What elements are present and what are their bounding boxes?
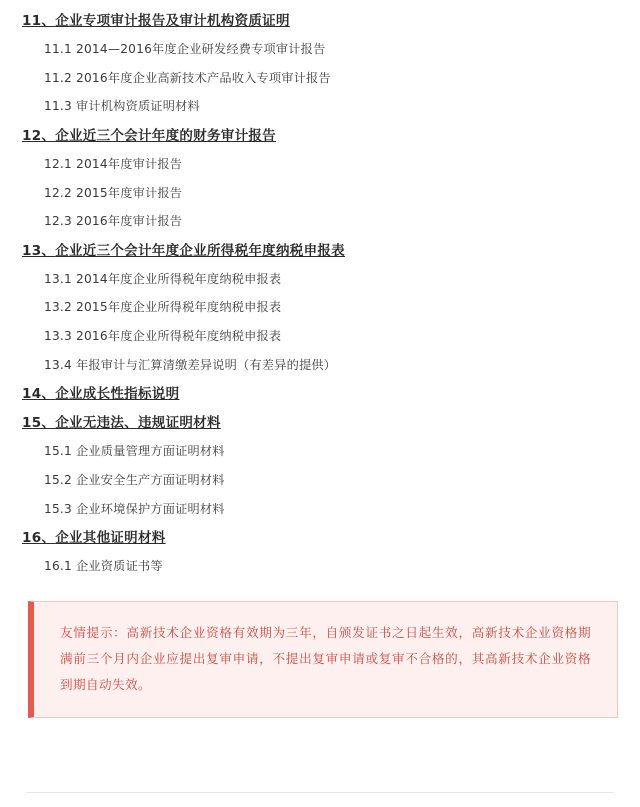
- sub-item-label: 企业安全生产方面证明材料: [76, 473, 225, 488]
- section-13: [22, 236, 622, 380]
- section-title: 企业近三个会计年度的财务审计报告: [55, 127, 276, 144]
- sub-item-number: 15.1: [44, 444, 72, 459]
- sub-item-label: 企业资质证书等: [76, 559, 163, 574]
- list-item: [22, 351, 622, 380]
- sub-item-label: 年报审计与汇算清缴差异说明（有差异的提供）: [76, 357, 337, 372]
- notice-callout: 友情提示：高新技术企业资格有效期为三年，自颁发证书之日起生效，高新技术企业资格期满前三个月内企业应提出复审申请，不提出复审申请或复审不合格的，其高新技术企业资格到期自动失效。: [28, 601, 618, 718]
- sub-item-label: 2015年度企业所得税年度纳税申报表: [76, 300, 282, 315]
- section-number: 12、: [22, 127, 56, 144]
- sub-item-label: 2014年度审计报告: [76, 156, 183, 171]
- sub-item-number: 13.4: [44, 357, 72, 372]
- list-item: [22, 293, 622, 322]
- section-16: [22, 523, 622, 581]
- section-title: 企业专项审计报告及审计机构资质证明: [55, 13, 290, 29]
- section-11: [22, 6, 622, 121]
- sub-item-label: 2016年度企业高新技术产品收入专项审计报告: [76, 70, 331, 85]
- list-item: [22, 322, 622, 351]
- sub-item-number: 11.1: [44, 42, 72, 56]
- section-number: 13、: [22, 242, 56, 259]
- sub-item-label: 企业环境保护方面证明材料: [76, 501, 225, 516]
- sub-item-label: 2014—2016年度企业研发经费专项审计报告: [76, 42, 326, 56]
- section-number: 16、: [22, 530, 56, 547]
- section-heading: [22, 523, 622, 548]
- sub-item-number: 15.2: [44, 473, 72, 488]
- sub-item-label: 2016年度审计报告: [76, 214, 183, 229]
- section-heading: [22, 379, 622, 404]
- section-14: [22, 379, 622, 404]
- list-item: [22, 552, 622, 581]
- sub-item-number: 13.1: [44, 271, 72, 286]
- sub-item-number: 11.2: [44, 70, 72, 85]
- sub-item-number: 13.3: [44, 329, 72, 344]
- list-item: [22, 64, 622, 93]
- list-item: [22, 466, 622, 495]
- section-title: 企业成长性指标说明: [55, 386, 180, 403]
- sub-item-label: 企业质量管理方面证明材料: [76, 444, 225, 459]
- section-12: [22, 121, 622, 236]
- sub-item-number: 11.3: [44, 99, 72, 114]
- section-title: 企业其他证明材料: [55, 530, 166, 547]
- sub-item-number: 12.3: [44, 214, 72, 229]
- sub-item-number: 15.3: [44, 501, 72, 516]
- sub-item-label: 2015年度审计报告: [76, 185, 183, 200]
- list-item: [22, 179, 622, 208]
- section-number: 11、: [22, 13, 56, 29]
- section-title: 企业无违法、违规证明材料: [55, 415, 221, 432]
- section-15: [22, 408, 622, 523]
- section-heading: [22, 408, 622, 433]
- list-item: [22, 265, 622, 294]
- section-number: 14、: [22, 386, 56, 403]
- section-heading: [22, 6, 622, 31]
- list-item: [22, 437, 622, 466]
- list-item: [22, 35, 622, 64]
- list-item: [22, 495, 622, 524]
- sub-item-label: 2014年度企业所得税年度纳税申报表: [76, 271, 282, 286]
- sub-item-number: 12.1: [44, 156, 72, 171]
- section-number: 15、: [22, 415, 56, 432]
- section-heading: [22, 121, 622, 146]
- sub-item-number: 16.1: [44, 559, 72, 574]
- sub-item-label: 审计机构资质证明材料: [76, 99, 200, 114]
- sub-item-label: 2016年度企业所得税年度纳税申报表: [76, 329, 282, 344]
- list-item: [22, 207, 622, 236]
- section-heading: [22, 236, 622, 261]
- list-item: [22, 150, 622, 179]
- sub-item-number: 13.2: [44, 300, 72, 315]
- sub-item-number: 12.2: [44, 185, 72, 200]
- footer-divider: [26, 792, 614, 793]
- section-title: 企业近三个会计年度企业所得税年度纳税申报表: [55, 242, 345, 259]
- list-item: [22, 92, 622, 121]
